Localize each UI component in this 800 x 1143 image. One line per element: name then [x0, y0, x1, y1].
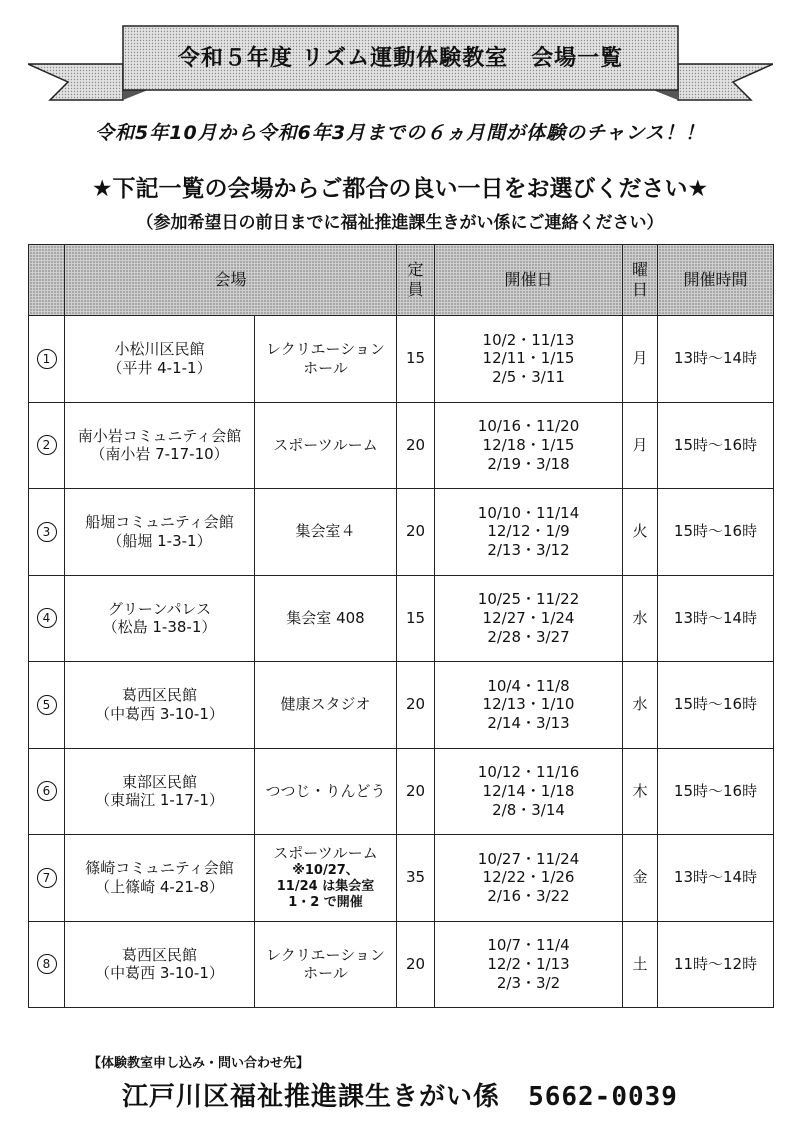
row-number: 1 — [29, 316, 65, 403]
room-cell: つつじ・りんどう — [255, 748, 397, 835]
room-cell: 集会室 408 — [255, 575, 397, 662]
venue-name: 船堀コミュニティ会館 — [85, 513, 234, 531]
venue-address: （船堀 1-3-1） — [107, 531, 212, 550]
weekday-cell: 土 — [623, 921, 658, 1008]
venue-cell — [65, 489, 255, 576]
dates-cell: 10/4・11/8 12/13・1/10 2/14・3/13 — [435, 662, 623, 749]
dates-cell: 10/16・11/20 12/18・1/15 2/19・3/18 — [435, 402, 623, 489]
table-row — [29, 402, 774, 489]
room-cell: 集会室４ — [255, 489, 397, 576]
venue-address: （南小岩 7-17-10） — [90, 445, 229, 464]
office-name: 江戸川区福祉推進課生きがい係 — [122, 1082, 501, 1112]
venue-cell — [65, 835, 255, 922]
dates-cell: 10/2・11/13 12/11・1/15 2/5・3/11 — [435, 316, 623, 403]
venue-address: （中葛西 3-10-1） — [95, 964, 224, 983]
table-row — [29, 662, 774, 749]
header-venue: 会場 — [65, 245, 397, 316]
table-row — [29, 489, 774, 576]
room-cell: 健康スタジオ — [255, 662, 397, 749]
dates-cell: 10/10・11/14 12/12・1/9 2/13・3/12 — [435, 489, 623, 576]
table-row — [29, 575, 774, 662]
header-number — [29, 245, 65, 316]
time-cell: 11時～12時 — [658, 921, 774, 1008]
room-cell: スポーツルーム ※10/27、 11/24 は集会室 1・2 で開催 — [255, 835, 397, 922]
weekday-cell: 水 — [623, 575, 658, 662]
venue-cell — [65, 575, 255, 662]
period-subtitle: 令和5年10月から令和6年3月までの６ヵ月間が体験のチャンス！！ — [95, 122, 705, 144]
venue-name: 葛西区民館 — [121, 945, 197, 964]
contact-label: 【体験教室申し込み・問い合わせ先】 — [88, 1056, 310, 1071]
venue-cell — [65, 402, 255, 489]
time-cell: 15時～16時 — [658, 748, 774, 835]
header-dates: 開催日 — [435, 245, 623, 316]
venue-cell — [65, 316, 255, 403]
weekday-cell: 水 — [623, 662, 658, 749]
venue-name: 小松川区民館 — [114, 340, 205, 358]
contact-info — [0, 1076, 800, 1113]
table-row — [29, 921, 774, 1008]
venue-cell — [65, 921, 255, 1008]
weekday-cell: 月 — [623, 402, 658, 489]
venue-address: （中葛西 3-10-1） — [95, 704, 224, 723]
header-weekday: 曜 日 — [623, 245, 658, 316]
contact-notice: （参加希望日の前日までに福祉推進課生きがい係にご連絡ください） — [136, 213, 664, 233]
time-cell: 13時～14時 — [658, 835, 774, 922]
dates-cell: 10/12・11/16 12/14・1/18 2/8・3/14 — [435, 748, 623, 835]
row-number: 6 — [29, 748, 65, 835]
table-header-row — [29, 245, 774, 316]
weekday-cell: 火 — [623, 489, 658, 576]
venue-cell — [65, 662, 255, 749]
capacity-cell: 15 — [397, 316, 435, 403]
weekday-cell: 月 — [623, 316, 658, 403]
capacity-cell: 20 — [397, 402, 435, 489]
phone-number: 5662-0039 — [528, 1082, 678, 1112]
row-number: 4 — [29, 575, 65, 662]
table-row — [29, 316, 774, 403]
venue-name: グリーンパレス — [107, 599, 212, 618]
room-cell: レクリエーション ホール — [255, 316, 397, 403]
venue-name: 南小岩コミュニティ会館 — [77, 426, 242, 445]
dates-cell: 10/7・11/4 12/2・1/13 2/3・3/2 — [435, 921, 623, 1008]
capacity-cell: 20 — [397, 489, 435, 576]
venue-address: （上篠崎 4-21-8） — [95, 877, 224, 896]
row-number: 2 — [29, 402, 65, 489]
banner-title: 令和５年度 リズム運動体験教室 会場一覧 — [177, 46, 624, 71]
venue-name: 東部区民館 — [121, 772, 197, 791]
row-number: 7 — [29, 835, 65, 922]
venue-address: （東瑞江 1-17-1） — [95, 791, 224, 810]
time-cell: 15時～16時 — [658, 489, 774, 576]
room-cell: スポーツルーム — [255, 402, 397, 489]
venue-address: （平井 4-1-1） — [107, 358, 212, 377]
header-time: 開催時間 — [658, 245, 774, 316]
capacity-cell: 15 — [397, 575, 435, 662]
capacity-cell: 20 — [397, 921, 435, 1008]
venue-name: 篠崎コミュニティ会館 — [85, 859, 234, 877]
dates-cell: 10/27・11/24 12/22・1/26 2/16・3/22 — [435, 835, 623, 922]
title-banner — [28, 12, 773, 102]
capacity-cell: 20 — [397, 748, 435, 835]
row-number: 3 — [29, 489, 65, 576]
venue-address: （松島 1-38-1） — [102, 618, 217, 637]
room-cell: レクリエーション ホール — [255, 921, 397, 1008]
weekday-cell: 金 — [623, 835, 658, 922]
row-number: 5 — [29, 662, 65, 749]
table-row — [29, 748, 774, 835]
row-number: 8 — [29, 921, 65, 1008]
headline: ★下記一覧の会場からご都合の良い一日をお選びください★ — [91, 176, 709, 202]
venue-table — [28, 244, 774, 1008]
time-cell: 13時～14時 — [658, 316, 774, 403]
header-capacity: 定 員 — [397, 245, 435, 316]
table-row — [29, 835, 774, 922]
time-cell: 15時～16時 — [658, 402, 774, 489]
venue-cell — [65, 748, 255, 835]
venue-name: 葛西区民館 — [121, 686, 197, 704]
time-cell: 15時～16時 — [658, 662, 774, 749]
dates-cell: 10/25・11/22 12/27・1/24 2/28・3/27 — [435, 575, 623, 662]
capacity-cell: 20 — [397, 662, 435, 749]
weekday-cell: 木 — [623, 748, 658, 835]
time-cell: 13時～14時 — [658, 575, 774, 662]
capacity-cell: 35 — [397, 835, 435, 922]
